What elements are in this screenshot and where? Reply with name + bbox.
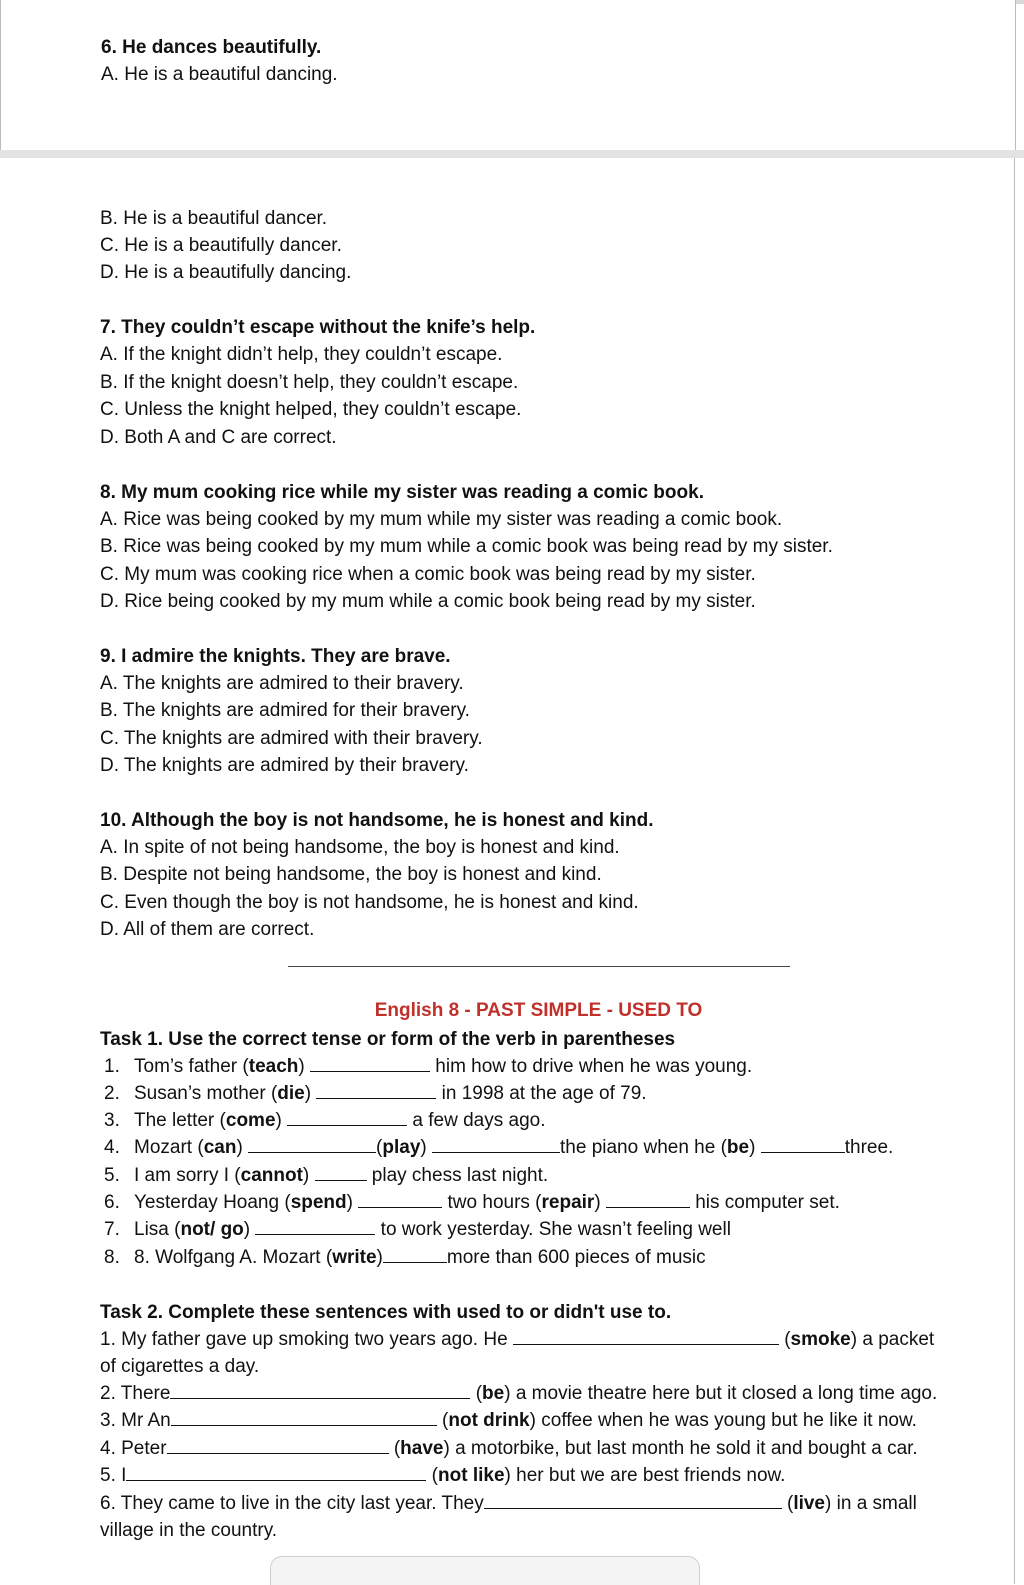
task2-item-6: 6. They came to live in the city last year. They (live) in a small: [100, 1490, 917, 1517]
answer-blank[interactable]: [358, 1189, 442, 1208]
option-10a: A. In spite of not being handsome, the boy is honest and kind.: [100, 837, 620, 858]
task1-item-1: 1. Tom’s father (teach) him how to drive when he was young.: [104, 1053, 752, 1080]
option-6a: A. He is a beautiful dancing.: [101, 64, 338, 85]
option-8b: B. Rice was being cooked by my mum while a comic book was being read by my sister.: [100, 536, 833, 557]
answer-blank[interactable]: [170, 1380, 470, 1399]
answer-blank[interactable]: [287, 1107, 407, 1126]
question-7: 7. They couldn’t escape without the knife’s help.: [100, 317, 536, 338]
answer-blank[interactable]: [761, 1134, 845, 1153]
answer-blank[interactable]: [315, 1162, 367, 1181]
task2-item-4: 4. Peter (have) a motorbike, but last month he sold it and bought a car.: [100, 1435, 918, 1462]
answer-blank[interactable]: [513, 1326, 779, 1345]
answer-blank[interactable]: [484, 1490, 782, 1509]
page-separator: [0, 150, 1024, 158]
section-title: English 8 - PAST SIMPLE - USED TO: [374, 1000, 703, 1021]
answer-blank[interactable]: [248, 1134, 376, 1153]
task2-item-1-cont: of cigarettes a day.: [100, 1356, 260, 1377]
document-page-1: [0, 0, 1016, 150]
option-9d: D. The knights are admired by their bravery.: [100, 755, 469, 776]
option-8a: A. Rice was being cooked by my mum while my sister was reading a comic book.: [100, 509, 783, 530]
option-8d: D. Rice being cooked by my mum while a comic book being read by my sister.: [100, 591, 756, 612]
question-9: 9. I admire the knights. They are brave.: [100, 646, 451, 667]
task1-heading: Task 1. Use the correct tense or form of the verb in parentheses: [100, 1029, 676, 1050]
option-6c: C. He is a beautifully dancer.: [100, 235, 342, 256]
question-6: 6. He dances beautifully.: [101, 37, 322, 58]
task1-item-3: 3. The letter (come) a few days ago.: [104, 1107, 546, 1134]
option-10b: B. Despite not being handsome, the boy is honest and kind.: [100, 864, 602, 885]
task1-item-7: 7. Lisa (not/ go) to work yesterday. She wasn’t feeling well: [104, 1216, 731, 1243]
option-7d: D. Both A and C are correct.: [100, 427, 337, 448]
task1-item-6: 6. Yesterday Hoang (spend) two hours (repair) his computer set.: [104, 1189, 840, 1216]
horizontal-scrollbar[interactable]: [270, 1556, 700, 1585]
answer-blank[interactable]: [126, 1462, 426, 1481]
answer-blank[interactable]: [171, 1407, 437, 1426]
answer-blank[interactable]: [167, 1435, 389, 1454]
task1-item-8: 8. 8. Wolfgang A. Mozart (write) more than 600 pieces of music: [104, 1244, 706, 1271]
task2-item-1: 1. My father gave up smoking two years ago. He (smoke) a packet: [100, 1326, 934, 1353]
task1-item-4: 4. Mozart (can) (play) the piano when he (be) three.: [104, 1134, 893, 1161]
option-6d: D. He is a beautifully dancing.: [100, 262, 352, 283]
option-9b: B. The knights are admired for their bravery.: [100, 700, 470, 721]
answer-blank[interactable]: [255, 1216, 375, 1235]
task2-heading: Task 2. Complete these sentences with used to or didn't use to.: [100, 1302, 672, 1323]
divider-line: [288, 966, 790, 967]
answer-blank[interactable]: [383, 1244, 447, 1263]
option-9c: C. The knights are admired with their bravery.: [100, 728, 483, 749]
answer-blank[interactable]: [316, 1080, 436, 1099]
task2-item-6-cont: village in the country.: [100, 1520, 278, 1541]
task2-item-2: 2. There (be) a movie theatre here but it closed a long time ago.: [100, 1380, 937, 1407]
task1-item-2: 2. Susan’s mother (die) in 1998 at the age of 79.: [104, 1080, 647, 1107]
answer-blank[interactable]: [606, 1189, 690, 1208]
option-7a: A. If the knight didn’t help, they couldn’t escape.: [100, 344, 503, 365]
answer-blank[interactable]: [432, 1134, 560, 1153]
option-10d: D. All of them are correct.: [100, 919, 315, 940]
option-9a: A. The knights are admired to their bravery.: [100, 673, 464, 694]
answer-blank[interactable]: [310, 1053, 430, 1072]
question-8: 8. My mum cooking rice while my sister was reading a comic book.: [100, 482, 704, 503]
question-10: 10. Although the boy is not handsome, he is honest and kind.: [100, 810, 654, 831]
option-7b: B. If the knight doesn’t help, they couldn’t escape.: [100, 372, 519, 393]
option-8c: C. My mum was cooking rice when a comic book was being read by my sister.: [100, 564, 756, 585]
task2-item-3: 3. Mr An (not drink) coffee when he was young but he like it now.: [100, 1407, 917, 1434]
option-6b: B. He is a beautiful dancer.: [100, 208, 328, 229]
option-7c: C. Unless the knight helped, they couldn’t escape.: [100, 399, 522, 420]
task2-item-5: 5. I (not like) her but we are best friends now.: [100, 1462, 785, 1489]
task1-item-5: 5. I am sorry I (cannot) play chess last night.: [104, 1162, 548, 1189]
option-10c: C. Even though the boy is not handsome, he is honest and kind.: [100, 892, 639, 913]
